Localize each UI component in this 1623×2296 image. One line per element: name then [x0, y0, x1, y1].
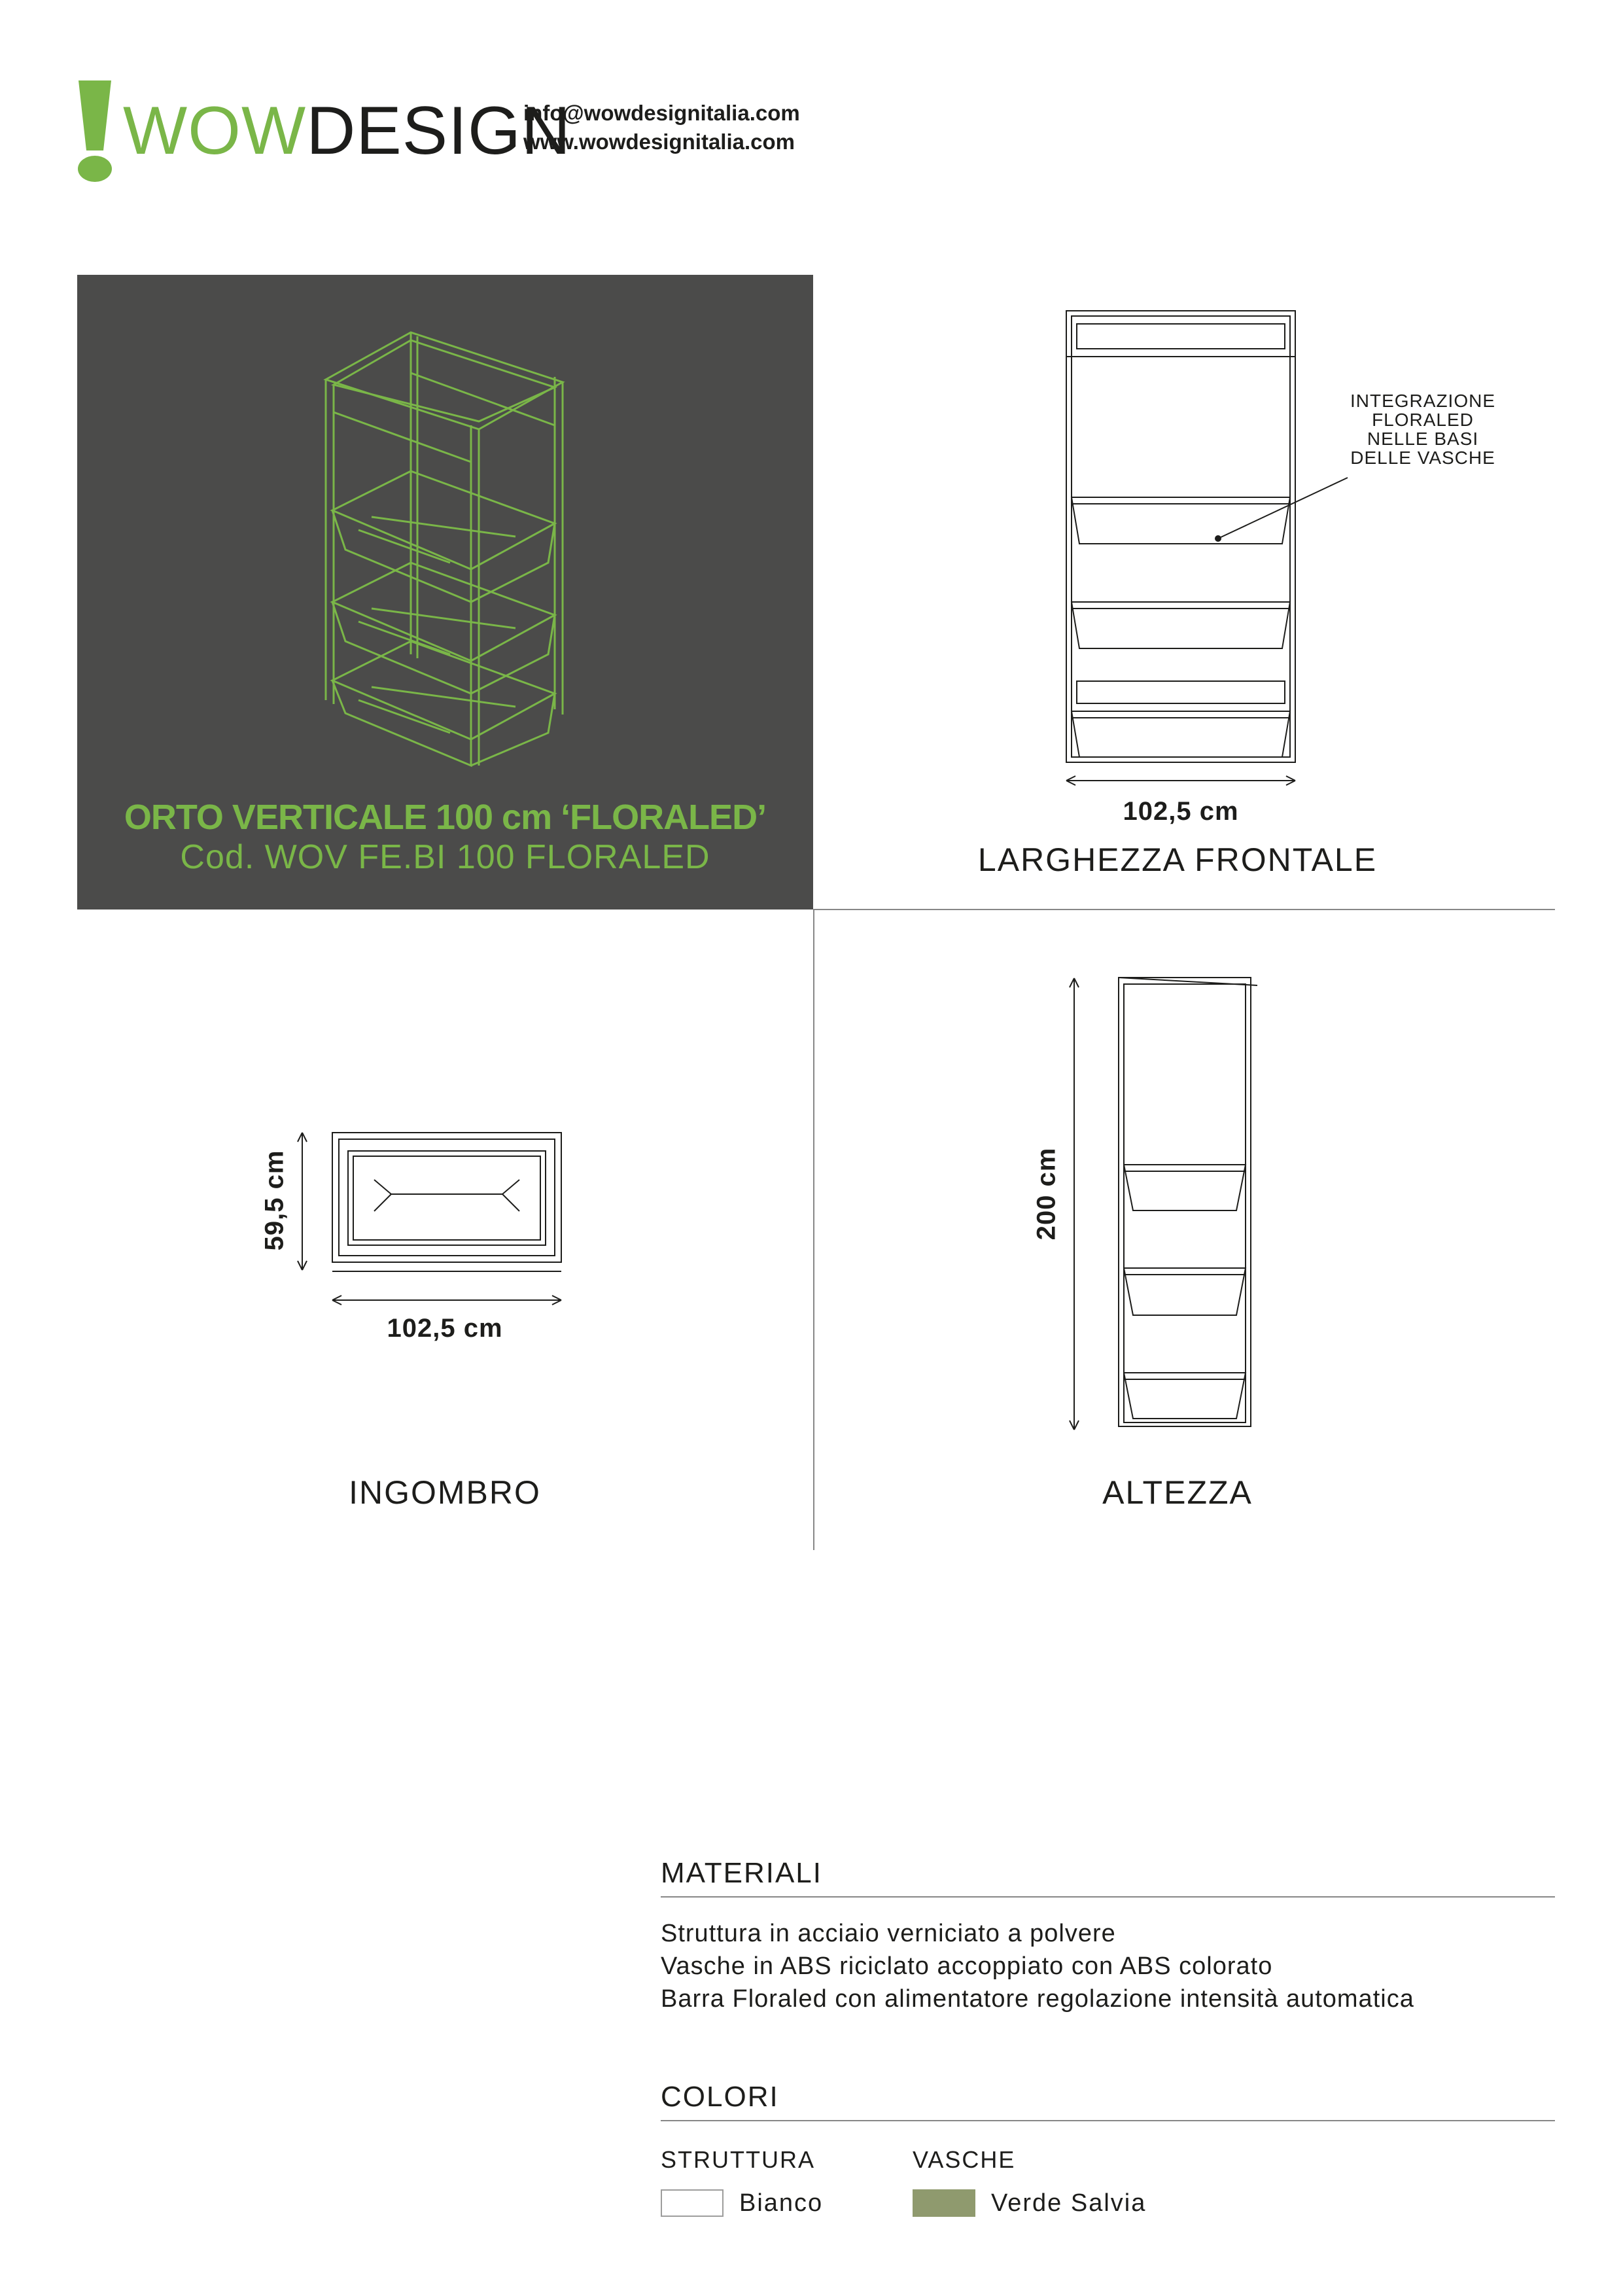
tubs-color-label: VASCHE [913, 2146, 1016, 2173]
side-view-drawing [1060, 975, 1269, 1433]
side-height-dimension: 200 cm [1032, 1147, 1061, 1241]
front-view-drawing [1066, 311, 1302, 792]
note-line-2: FLORALED [1372, 410, 1474, 430]
top-view-drawing [293, 1129, 568, 1312]
materials-rule [661, 1896, 1555, 1898]
colors-heading: COLORI [661, 2081, 779, 2113]
note-line-3: NELLE BASI [1367, 429, 1479, 449]
top-depth-dimension: 59,5 cm [260, 1150, 289, 1251]
grid-vertical-divider [813, 909, 814, 1550]
materials-list [661, 1917, 1414, 2015]
note-line-4: DELLE VASCHE [1350, 448, 1495, 468]
product-code: Cod. WOV FE.BI 100 FLORALED [180, 838, 710, 876]
brand-wordmark [123, 93, 571, 169]
note-line-1: INTEGRAZIONE [1350, 391, 1495, 411]
structure-color-name: Bianco [739, 2189, 824, 2217]
materials-heading: MATERIALI [661, 1857, 823, 1889]
contact-email[interactable]: info@wowdesignitalia.com [523, 101, 800, 125]
side-view-label: ALTEZZA [1102, 1474, 1253, 1511]
grid-horizontal-divider [813, 909, 1555, 910]
structure-color-label: STRUTTURA [661, 2146, 815, 2173]
materials-line-2: Vasche in ABS riciclato accoppiato con ABS colorato [661, 1952, 1273, 1980]
product-hero-panel [77, 275, 813, 910]
brand-wow-text: WOW [123, 93, 307, 169]
materials-line-3: Barra Floraled con alimentatore regolazione intensità automatica [661, 1985, 1414, 2013]
structure-color-swatch [661, 2189, 724, 2217]
tubs-color-name: Verde Salvia [991, 2189, 1147, 2217]
materials-line-1: Struttura in acciaio verniciato a polvere [661, 1920, 1116, 1947]
contact-website[interactable]: www.wowdesignitalia.com [523, 130, 795, 154]
front-view-label: LARGHEZZA FRONTALE [977, 841, 1378, 878]
product-title: ORTO VERTICALE 100 cm ‘FLORALED’ [124, 798, 767, 837]
isometric-product-drawing [319, 314, 594, 785]
colors-rule [661, 2120, 1555, 2121]
top-width-dimension: 102,5 cm [387, 1314, 503, 1343]
tubs-color-swatch [913, 2189, 975, 2217]
brand-design-text: DESIGN [306, 93, 571, 169]
front-width-dimension: 102,5 cm [1123, 797, 1239, 826]
brand-exclamation-logo [72, 77, 118, 182]
floraled-note [1335, 391, 1511, 467]
top-view-label: INGOMBRO [349, 1474, 541, 1511]
